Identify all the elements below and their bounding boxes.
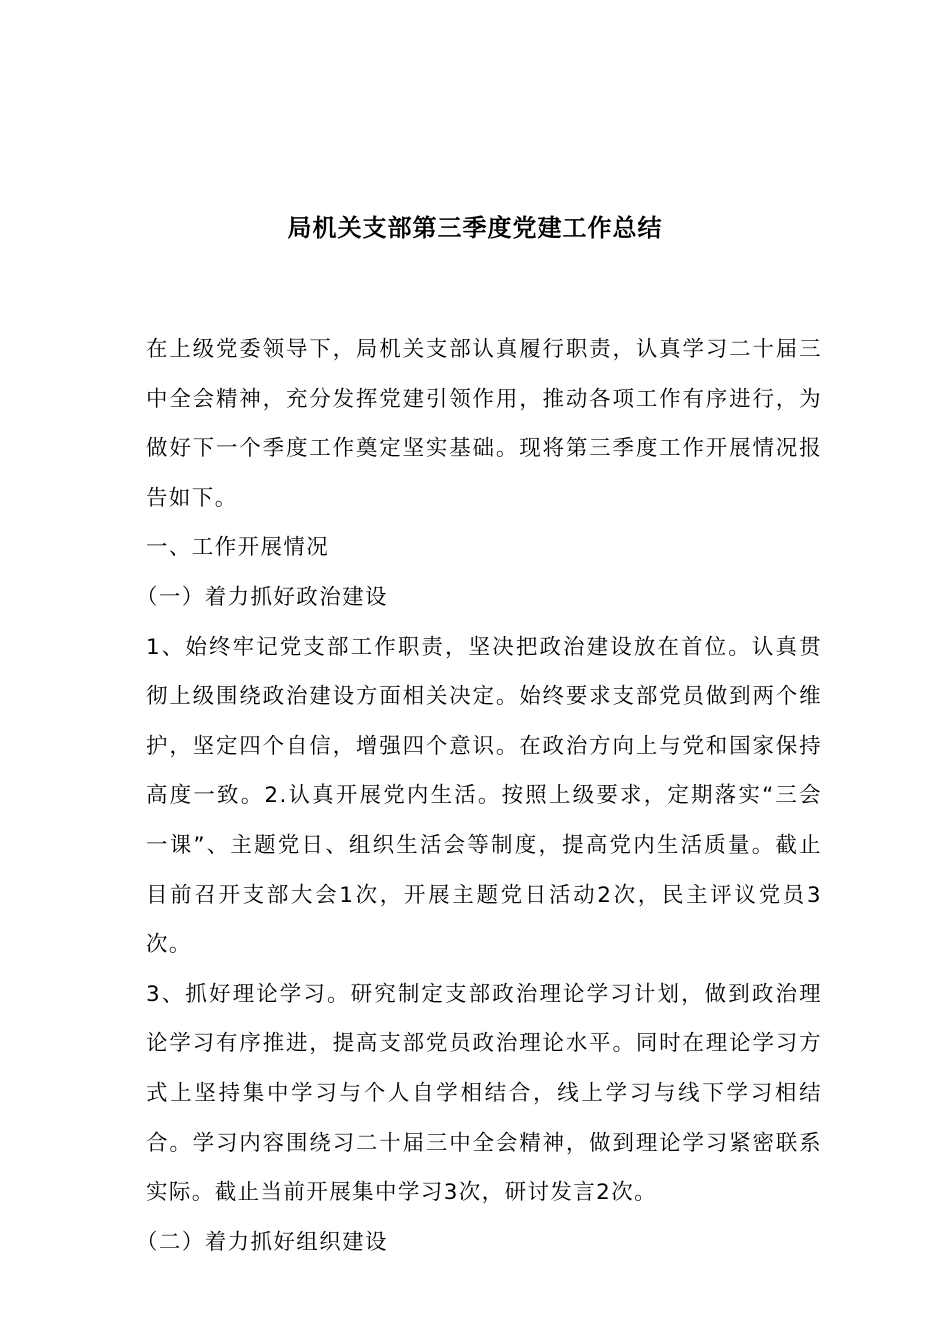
paragraph-political-construction: 1、始终牢记党支部工作职责，坚决把政治建设放在首位。认真贯彻上级围绕政治建设方面相关决定。始终要求支部党员做到两个维护，坚定四个自信，增强四个意识。在政治方向上与党和国家保持高度一致。2.认真开展党内生活。按照上级要求，定期落实“三会一课”、主题党日、组织生活会等制度，提高党内生活质量。截止目前召开支部大会1次，开展主题党日活动2次，民主评议党员3次。	[146, 634, 822, 958]
document-body	[136, 325, 822, 1267]
paragraph-theory-study: 3、抓好理论学习。研究制定支部政治理论学习计划，做到政治理论学习有序推进，提高支部党员政治理论水平。同时在理论学习方式上坚持集中学习与个人自学相结合，线上学习与线下学习相结合。学习内容围绕习二十届三中全会精神，做到理论学习紧密联系实际。截止当前开展集中学习3次，研讨发言2次。	[146, 981, 822, 1206]
subsection-heading-political-construction: （一）着力抓好政治建设	[136, 584, 388, 610]
document-title: 局机关支部第三季度党建工作总结	[287, 214, 663, 242]
intro-paragraph: 在上级党委领导下，局机关支部认真履行职责，认真学习二十届三中全会精神，充分发挥党建引领作用，推动各项工作有序进行，为做好下一个季度工作奠定坚实基础。现将第三季度工作开展情况报告如下。	[146, 337, 822, 511]
section-heading-work-status: 一、工作开展情况	[146, 535, 330, 561]
subsection-heading-organization-construction: （二）着力抓好组织建设	[136, 1229, 388, 1255]
